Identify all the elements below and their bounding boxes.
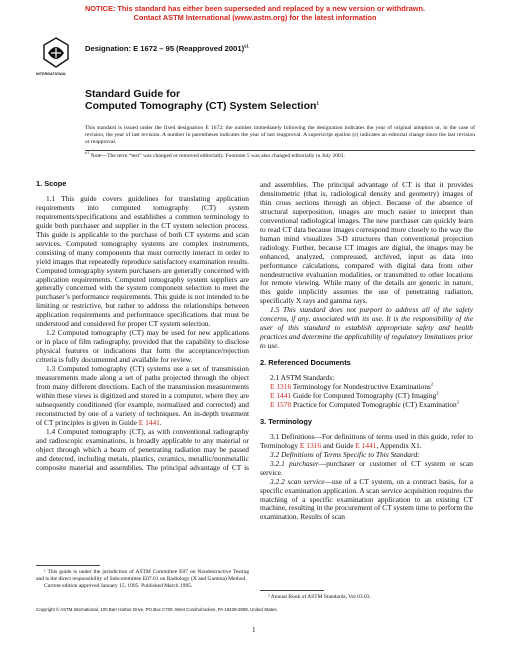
issuance-statement: This standard is issued under the fixed designation E 1672; the number immediately following the designation indicates the year of original adoption or, in the case of revision, the year of last revision. A number in parentheses indicates the year of last reapproval. A superscript epsilon (ε) indicates an editorial change since the last revision or reapproval. [85, 125, 475, 146]
paragraph-1-3-text: 1.3 Computed tomography (CT) systems use a set of transmission measurements made along a set of paths projected through the object from many different directions. Each of the transmission measurements within these views is digitized and stored in a computer, where they are subsequently conditioned (for example, normalized and corrected) and reconstructed by one of a variety of techniques. An in-depth treatment of CT principles is given in Guide [36, 364, 249, 427]
section-heading-scope: 1. Scope [36, 179, 67, 188]
footnote-1: ¹ This guide is under the jurisdiction of ASTM Committee E07 on Nondestructive Testing and is the direct responsibility of Subcommittee E07.01 on Radiology (X and Gamma) Method. [36, 569, 249, 582]
epsilon-note [85, 150, 475, 160]
paragraph-1-1: 1.1 This guide covers guidelines for translating application requirements into computed tomography (CT) system requirements/specifications and establishes a common terminology to guide both purchaser and supplier in the CT system selection process. This guide is applicable to the purchase of both CT systems and scan services. Computed tomography systems are complex instruments, consisting of many components that must correctly interact in order to yield images that repeatedly reproduce satisfactory examination results. Computed tomography system purchasers are generally concerned with application requirements. Computed tomography system suppliers are generally concerned with the system component selection to meet the purchaser’s performance requirements. This guide is not intended to be limiting or restrictive, but rather to address the relationships between application requirements and performance specifications that must be understood and considered for proper CT system selection. [36, 193, 249, 329]
logo-wordmark: INTERNATIONAL [36, 72, 67, 76]
page-number: 1 [252, 626, 256, 634]
astm-standards-intro: 2.1 ASTM Standards: [270, 373, 335, 383]
link-e1316[interactable]: E 1316 [270, 382, 292, 392]
paragraph-3-1-text: 3.1 Definitions—For definitions of terms used in this guide, refer to Terminology [260, 431, 473, 450]
reference-item [260, 401, 473, 410]
term-scan-service: 3.2.2 scan service [270, 476, 325, 486]
left-column [36, 180, 249, 472]
footnotes-left [36, 569, 249, 590]
paragraph-3-2: 3.2 Definitions of Terms Specific to This Standard: [270, 449, 420, 459]
link-e1441[interactable]: E 1441 [355, 440, 377, 450]
epsilon-text: —The term “test” was changed or removed editorially. Footnote 5 was also changed editorially in July 2001. [101, 153, 346, 159]
epsilon-label: Note [90, 153, 102, 159]
paragraph-3-1-end: , Appendix X1. [376, 440, 422, 450]
reference-title: Terminology for Nondestructive Examinations [291, 382, 431, 392]
paragraph-3-2-2 [260, 478, 473, 523]
reference-title: Guide for Computed Tomography (CT) Imaging [291, 390, 437, 400]
withdrawal-notice [0, 4, 510, 22]
paragraph-1-4-continued: and assemblies. The principal advantage of CT is that it provides densitometric (that is, radiological density and geometry) images of thin cross sections through an object. Because of the absence of structural superposition, images are much easier to interpret than conventional radiological images. The new purchaser can quickly learn to read CT data because images correspond more closely to the way the human mind visualizes 3-D structures than conventional projection radiology. Further, because CT images are digital, the images may be enhanced, analyzed, compressed, archived, input as data into performance calculations, compared with digital data from other nondestructive evaluation modalities, or transmitted to other locations for remote viewing. While many of the details are generic in nature, this guide implicitly assumes the use of penetrating radiation, specifically X rays and gamma rays. [260, 180, 473, 306]
reference-title: Practice for Computed Tomographic (CT) Examination [291, 399, 457, 409]
designation-sup: ε1 [244, 43, 249, 49]
paragraph-1-3 [36, 365, 249, 428]
reference-sup: 2 [436, 390, 439, 396]
section-heading-terminology: 3. Terminology [260, 416, 313, 426]
title-line-2 [85, 100, 319, 112]
paragraph-1-4: 1.4 Computed tomography (CT), as with conventional radiography and radioscopic examinations, is broadly applicable to any material or object through which a beam of penetrating radiation may be passed and detected, including metals, plastics, ceramics, metallic/nonmetallic composite material and assemblies. The principal advantage of CT is [36, 427, 249, 472]
right-column [260, 181, 473, 522]
copyright: Copyright © ASTM International, 100 Barr Harbor Drive, PO Box C700, West Conshohocken, PA 19428-2959, United States. [36, 607, 278, 612]
epsilon-sup: ε1 [85, 150, 90, 156]
paragraph-1-3-end: . [159, 417, 162, 427]
reference-sup: 2 [430, 381, 434, 387]
term-purchaser: 3.2.1 purchaser [270, 458, 319, 468]
paragraph-1-2: 1.2 Computed tomography (CT) may be used for new applications or in place of film radiography, provided that the capability to disclose physical features or indications that form the acceptance/rejection criteria is fully documented and available for review. [36, 328, 249, 365]
title-footnote-ref: 1 [316, 100, 319, 106]
title-text: Computed Tomography (CT) System Selection [85, 100, 317, 112]
link-e1441[interactable]: E 1441 [270, 390, 292, 400]
designation [85, 44, 249, 53]
link-e1570[interactable]: E 1570 [270, 399, 292, 409]
definition-purchaser: —purchaser or customer of CT system or scan service. [260, 458, 473, 477]
footnote-rule-left [36, 565, 100, 566]
title-line-1: Standard Guide for [85, 88, 181, 100]
notice-line-1: NOTICE: This standard has either been superseded and replaced by a new version or withdrawn. [84, 4, 426, 13]
footnote-2: ² Annual Book of ASTM Standards, Vol 03.03. [268, 594, 371, 600]
paragraph-3-1-mid: and Guide [321, 440, 356, 450]
astm-logo-icon [42, 37, 70, 69]
footnote-1-edition: Current edition approved January 15, 1995. Published March 1995. [44, 583, 193, 589]
paragraph-3-1 [260, 433, 473, 451]
designation-text: Designation: E 1672 – 95 (Reapproved 2001) [85, 44, 245, 53]
section-heading-references: 2. Referenced Documents [260, 358, 351, 368]
link-e1441[interactable]: E 1441 [138, 417, 160, 427]
link-e1316[interactable]: E 1316 [299, 440, 322, 450]
notice-line-2: Contact ASTM International (www.astm.org) for the latest information [133, 13, 377, 22]
reference-sup: 2 [456, 399, 460, 405]
definition-scan-service: —use of a CT system, on a contract basis, for a specific examination application. A scan service acquisition requires the matching of a specific examination application to an existing CT machine, resulting in the procurement of CT system time to perform the examination. Results of scan [260, 476, 473, 522]
paragraph-1-5: 1.5 This standard does not purport to address all of the safety concerns, if any, associated with its use. It is the responsibility of the user of this standard to establish appropriate safety and health practices and determine the applicability of regulatory limitations prior to use. [260, 305, 473, 351]
footnote-rule-right [260, 590, 324, 591]
header-rule [85, 150, 475, 151]
paragraph-3-2-1 [260, 460, 473, 478]
